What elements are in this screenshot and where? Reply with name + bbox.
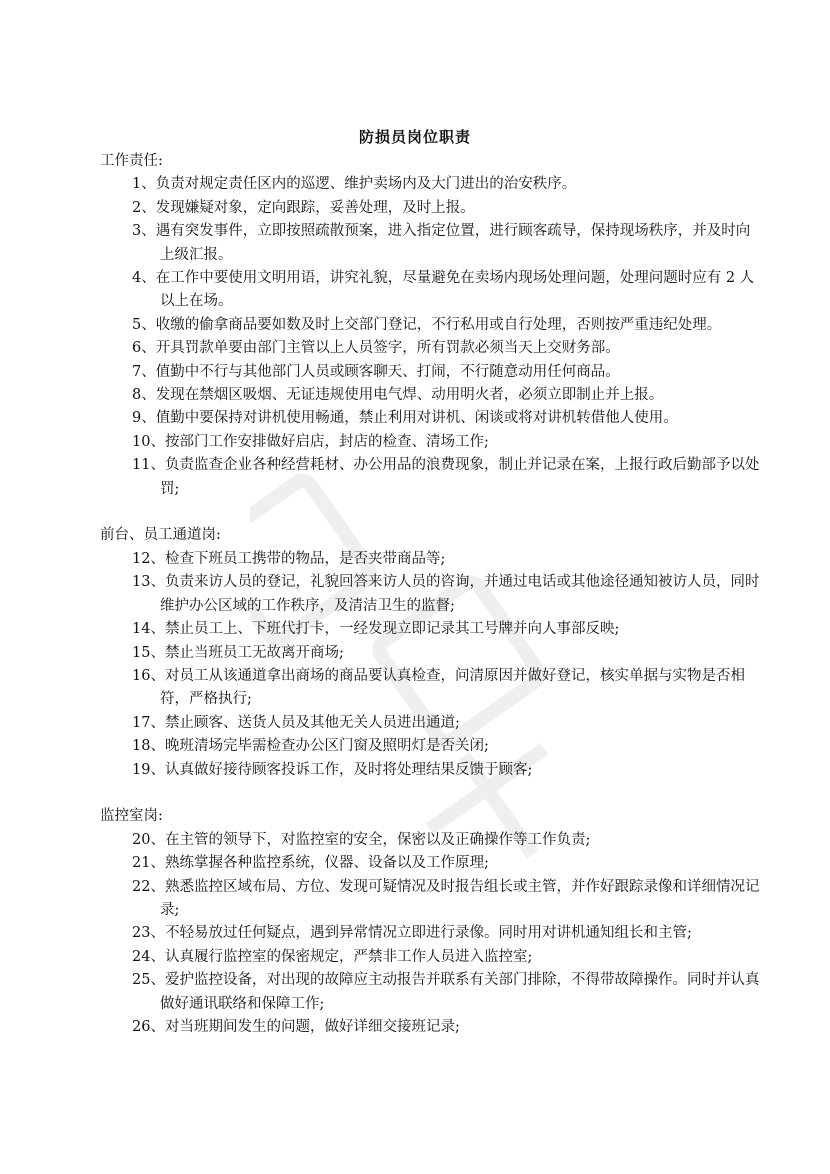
list-item — [100, 712, 760, 735]
item-number: 7、 — [132, 363, 156, 380]
item-text: 认真做好接待顾客投诉工作，及时将处理结果反馈于顾客; — [164, 761, 533, 778]
list-item — [100, 618, 760, 641]
item-number: 10、 — [132, 433, 165, 450]
item-number: 22、 — [132, 878, 165, 895]
item-number: 25、 — [132, 972, 165, 989]
item-number: 17、 — [132, 714, 165, 731]
list-item — [100, 571, 760, 618]
document-body — [100, 150, 760, 1039]
list-item — [100, 407, 760, 430]
item-text: 熟悉监控区域布局、方位、发现可疑情况及时报告组长或主管，并作好跟踪录像和详细情况记录; — [160, 878, 760, 918]
item-text: 负责监查企业各种经营耗材、办公用品的浪费现象，制止并记录在案，上报行政后勤部予以处罚; — [160, 457, 760, 497]
item-number: 5、 — [132, 316, 156, 333]
item-number: 26、 — [132, 1019, 165, 1035]
item-text: 遇有突发事件，立即按照疏散预案，进入指定位置，进行顾客疏导，保持现场秩序，并及时向上级汇报。 — [155, 223, 751, 263]
list-item — [100, 852, 760, 875]
item-text: 值勤中不行与其他部门人员或顾客聊天、打闹，不行随意动用任何商品。 — [155, 363, 620, 380]
item-text: 不轻易放过任何疑点，遇到异常情况立即进行录像。同时用对讲机通知组长和主管; — [164, 925, 692, 942]
item-text: 爱护监控设备，对出现的故障应主动报告并联系有关部门排除，不得带故障操作。同时并认真做好通讯联络和保障工作; — [160, 972, 760, 1012]
item-number: 2、 — [132, 199, 156, 216]
list-item — [100, 829, 760, 852]
list-item — [100, 548, 760, 571]
item-number: 19、 — [132, 761, 165, 778]
list-item — [100, 922, 760, 945]
item-text: 认真履行监控室的保密规定，严禁非工作人员进入监控室; — [164, 948, 533, 965]
item-text: 禁止员工上、下班代打卡，一经发现立即记录其工号牌并向人事部反映; — [164, 621, 620, 638]
document-title: 防损员岗位职责 — [358, 128, 471, 146]
item-text: 禁止当班员工无故离开商场; — [164, 644, 344, 661]
item-text: 收缴的偷拿商品要如数及时上交部门登记，不行私用或自行处理，否则按严重违纪处理。 — [155, 316, 722, 333]
item-text: 在主管的领导下，对监控室的安全，保密以及正确操作等工作负责; — [164, 831, 591, 848]
list-item — [100, 946, 760, 969]
item-number: 6、 — [132, 340, 156, 357]
item-number: 24、 — [132, 948, 165, 965]
section-heading: 监控室岗: — [100, 808, 163, 825]
item-text: 负责对规定责任区内的巡逻、维护卖场内及大门进出的治安秩序。 — [155, 176, 577, 193]
section-duties — [100, 150, 760, 501]
list-item — [100, 314, 760, 337]
list-item — [100, 759, 760, 782]
section-front-desk — [100, 524, 760, 781]
list-item — [100, 454, 760, 501]
item-number: 3、 — [132, 223, 156, 240]
item-number: 23、 — [132, 925, 165, 942]
section-monitoring-room — [100, 805, 760, 1039]
item-text: 在工作中要使用文明用语，讲究礼貌，尽量避免在卖场内现场处理问题，处理问题时应有 2 人以上在场。 — [155, 270, 755, 310]
item-text: 值勤中要保持对讲机使用畅通，禁止利用对讲机、闲谈或将对讲机转借他人使用。 — [155, 410, 678, 427]
list-item — [100, 220, 760, 267]
item-number: 1、 — [132, 176, 156, 193]
list-item — [100, 969, 760, 1016]
list-item — [100, 665, 760, 712]
item-number: 14、 — [132, 621, 165, 638]
item-number: 4、 — [132, 270, 156, 287]
list-item — [100, 1016, 760, 1039]
list-item — [100, 173, 760, 196]
item-text: 开具罚款单要由部门主管以上人员签字，所有罚款必须当天上交财务部。 — [155, 340, 620, 357]
item-text: 发现在禁烟区吸烟、无证违规使用电气焊、动用明火者，必须立即制止并上报。 — [155, 387, 664, 404]
item-number: 11、 — [132, 457, 165, 474]
list-item — [100, 337, 760, 360]
item-number: 12、 — [132, 550, 165, 567]
list-item — [100, 361, 760, 384]
section-heading: 前台、员工通道岗: — [100, 527, 221, 544]
section-heading: 工作责任: — [100, 153, 163, 169]
item-number: 9、 — [132, 410, 156, 427]
item-text: 晚班清场完毕需检查办公区门窗及照明灯是否关闭; — [164, 738, 489, 755]
item-text: 对当班期间发生的问题，做好详细交接班记录; — [164, 1019, 460, 1035]
list-item — [100, 431, 760, 454]
item-number: 15、 — [132, 644, 165, 661]
list-item — [100, 267, 760, 314]
item-number: 18、 — [132, 738, 165, 755]
item-number: 16、 — [132, 667, 165, 684]
item-text: 负责来访人员的登记，礼貌回答来访人员的咨询，并通过电话或其他途径通知被访人员，同时维护办公区域的工作秩序，及清洁卫生的监督; — [160, 574, 760, 614]
item-text: 禁止顾客、送货人员及其他无关人员进出通道; — [164, 714, 460, 731]
list-item — [100, 735, 760, 758]
item-text: 按部门工作安排做好启店，封店的检查、清场工作; — [164, 433, 489, 450]
list-item — [100, 642, 760, 665]
list-item — [100, 197, 760, 220]
item-number: 20、 — [132, 831, 165, 848]
list-item — [100, 384, 760, 407]
item-number: 8、 — [132, 387, 156, 404]
item-text: 发现嫌疑对象，定向跟踪，妥善处理，及时上报。 — [155, 199, 475, 216]
item-number: 13、 — [132, 574, 165, 591]
item-number: 21、 — [132, 855, 165, 872]
item-text: 熟练掌握各种监控系统，仪器、设备以及工作原理; — [164, 855, 489, 872]
item-text: 对员工从该通道拿出商场的商品要认真检查，问清原因并做好登记，核实单据与实物是否相符，严格执行; — [160, 667, 745, 708]
list-item — [100, 876, 760, 923]
item-text: 检查下班员工携带的物品，是否夹带商品等; — [164, 550, 446, 567]
